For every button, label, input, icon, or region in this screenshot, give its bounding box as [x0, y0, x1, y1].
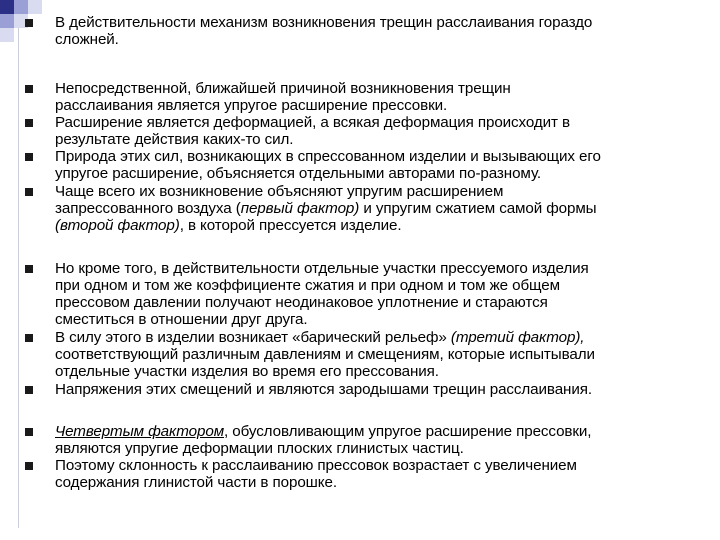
text-run: В силу этого в изделии возникает «барический рельеф» [55, 329, 451, 346]
text-run: , в которой прессуется изделие. [179, 217, 402, 234]
bullet-square-icon [25, 188, 33, 196]
item-text [55, 329, 695, 380]
item-text [55, 183, 695, 234]
bullet-square-icon [25, 85, 33, 93]
item-text: Поэтому склонность к расслаиванию прессовок возрастает с увеличением содержания глинистой части в порошке. [55, 457, 577, 491]
item-text: Непосредственной, ближайшей причиной возникновения трещин расслаивания является упругое расширение прессовки. [55, 80, 511, 114]
bullet-square-icon [25, 153, 33, 161]
bullet-square-icon [25, 462, 33, 470]
text-run: Чаще всего их возникновение объясняют упругим расширением запрессованного воздуха ( [55, 183, 504, 217]
text-run: , обусловливающим упругое расширение прессовки, являются упругие деформации плоских глинистых частиц. [55, 423, 592, 457]
text-run: и упругим сжатием самой формы [363, 200, 597, 217]
italic-run: первый фактор) [240, 200, 360, 217]
bullet-square-icon [25, 428, 33, 436]
bullet-square-icon [25, 386, 33, 394]
bullet-square-icon [25, 334, 33, 342]
item-text: Но кроме того, в действительности отдельные участки прессуемого изделия при одном и том же коэффициенте сжатия и при одном и том же общем прессовом давлении получают неодинаковое уплотнение и стараются сместиться в отношении друг друга. [55, 260, 589, 328]
bullet-square-icon [25, 265, 33, 273]
bullet-square-icon [25, 119, 33, 127]
bullet-square-icon [25, 19, 33, 27]
italic-run: (третий фактор), [450, 329, 585, 346]
underlined-run: Четвертым фактором [55, 423, 225, 440]
item-text: В действительности механизм возникновения трещин расслаивания гораздо сложней. [55, 14, 593, 48]
item-text: Природа этих сил, возникающих в спрессованном изделии и вызывающих его упругое расширение, объясняется отдельными авторами по-разному. [55, 148, 601, 182]
item-text [55, 423, 695, 457]
text-run: соответствующий различным давлениям и смещениям, которые испытывали отдельные участки изделия во время его прессования. [55, 346, 595, 380]
item-text: Расширение является деформацией, а всякая деформация происходит в результате действия каких-то сил. [55, 114, 570, 148]
italic-run: (второй фактор) [55, 217, 180, 234]
item-text: Напряжения этих смещений и являются зародышами трещин расслаивания. [55, 381, 592, 398]
